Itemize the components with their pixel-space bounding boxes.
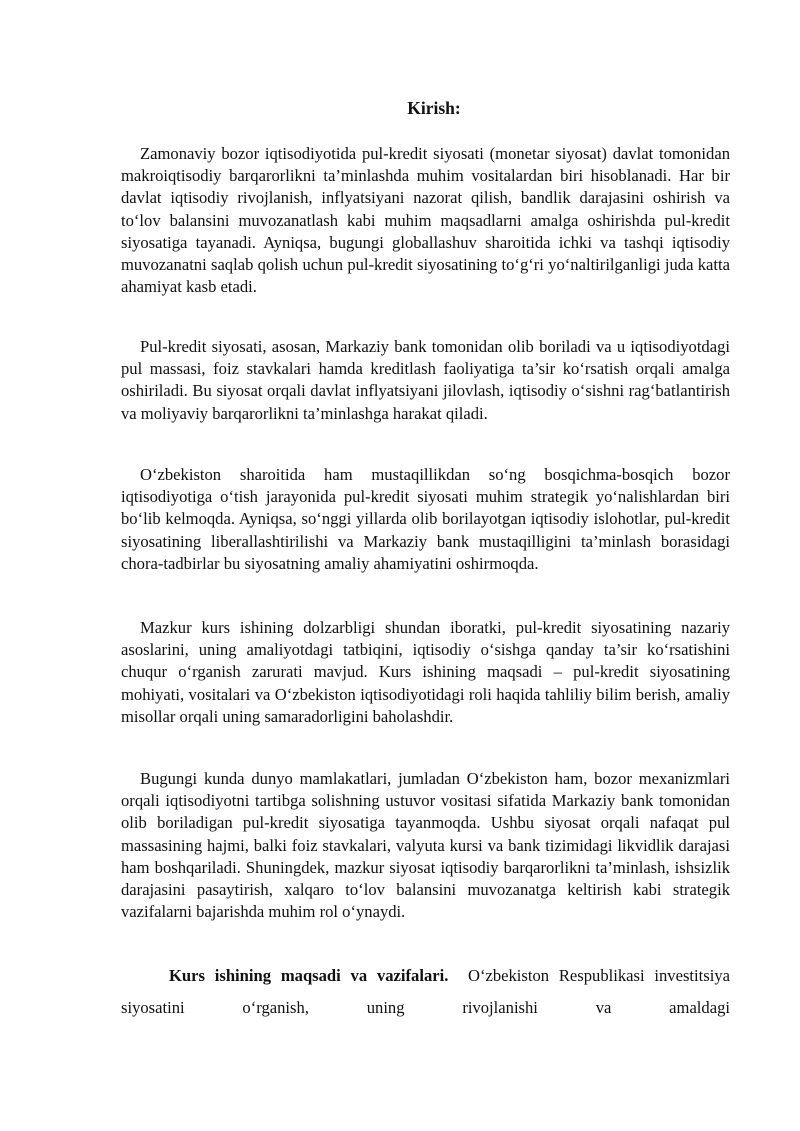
section-heading: Kirish: bbox=[407, 98, 461, 118]
paragraph-5: Bugungi kunda dunyo mamlakatlari, jumladan O‘zbekiston ham, bozor mexanizmlari orqali iqtisodiyotni tartibga solishning ustuvor vositasi sifatida Markaziy bank tomonidan olib boriladigan pul-kredit siyosatiga tayanmoqda. Ushbu siyosat orqali nafaqat pul massasining hajmi, balki foiz stavkalari, valyuta kursi va bank tizimidagi likvidlik darajasi ham boshqariladi. Shuningdek, mazkur siyosat iqtisodiy barqarorlikni ta’minlash, ishsizlik darajasini pasaytirish, xalqaro to‘lov balansini muvozanatga keltirish kabi strategik vazifalarni bajarishda muhim rol o‘ynaydi. bbox=[121, 769, 730, 922]
goals-paragraph bbox=[121, 960, 730, 1024]
paragraph-3: O‘zbekiston sharoitida ham mustaqillikdan so‘ng bosqichma-bosqich bozor iqtisodiyotiga o‘tish jarayonida pul-kredit siyosati muhim strategik yo‘nalishlardan biri bo‘lib kelmoqda. Ayniqsa, so‘nggi yillarda olib borilayotgan iqtisodiy islohotlar, pul-kredit siyosatining liberallashtirilishi va Markaziy bank mustaqilligini ta’minlash borasidagi chora-tadbirlar bu siyosatning amaliy ahamiyatini oshirmoqda. bbox=[121, 465, 730, 573]
paragraph-4: Mazkur kurs ishining dolzarbligi shundan iboratki, pul-kredit siyosatining nazariy asoslarini, uning amaliyotdagi tatbiqini, iqtisodiy o‘sishga qanday ta’sir ko‘rsatishini chuqur o‘rganish zarurati mavjud. Kurs ishining maqsadi – pul-kredit siyosatining mohiyati, vositalari va O‘zbekiston iqtisodiyotidagi roli haqida tahliliy bilim berish, amaliy misollar orqali uning samaradorligini baholashdir. bbox=[121, 618, 730, 726]
goals-text: O‘zbekiston Respublikasi investitsiya siyosatini o‘rganish, uning rivojlanishi va amaldagi bbox=[121, 966, 730, 1017]
paragraph-1: Zamonaviy bozor iqtisodiyotida pul-kredit siyosati (monetar siyosat) davlat tomonidan makroiqtisodiy barqarorlikni ta’minlashda muhim vositalardan biri hisoblanadi. Har bir davlat iqtisodiy rivojlanish, inflyatsiyani nazorat qilish, bandlik darajasini oshirish va to‘lov balansini muvozanatlash kabi muhim maqsadlarni amalga oshirishda pul-kredit siyosatiga tayanadi. Ayniqsa, bugungi globallashuv sharoitida ichki va tashqi iqtisodiy muvozanatni saqlab qolish uchun pul-kredit siyosatining to‘g‘ri yo‘naltirilganligi juda katta ahamiyat kasb etadi. bbox=[121, 144, 730, 297]
goals-title: Kurs ishining maqsadi va vazifalari. bbox=[169, 966, 449, 985]
paragraph-2: Pul-kredit siyosati, asosan, Markaziy bank tomonidan olib boriladi va u iqtisodiyotdagi pul massasi, foiz stavkalari hamda kreditlash faoliyatiga ta’sir ko‘rsatish orqali amalga oshiriladi. Bu siyosat orqali davlat inflyatsiyani jilovlash, iqtisodiy o‘sishni rag‘batlantirish va moliyaviy barqarorlikni ta’minlashga harakat qiladi. bbox=[121, 337, 730, 423]
